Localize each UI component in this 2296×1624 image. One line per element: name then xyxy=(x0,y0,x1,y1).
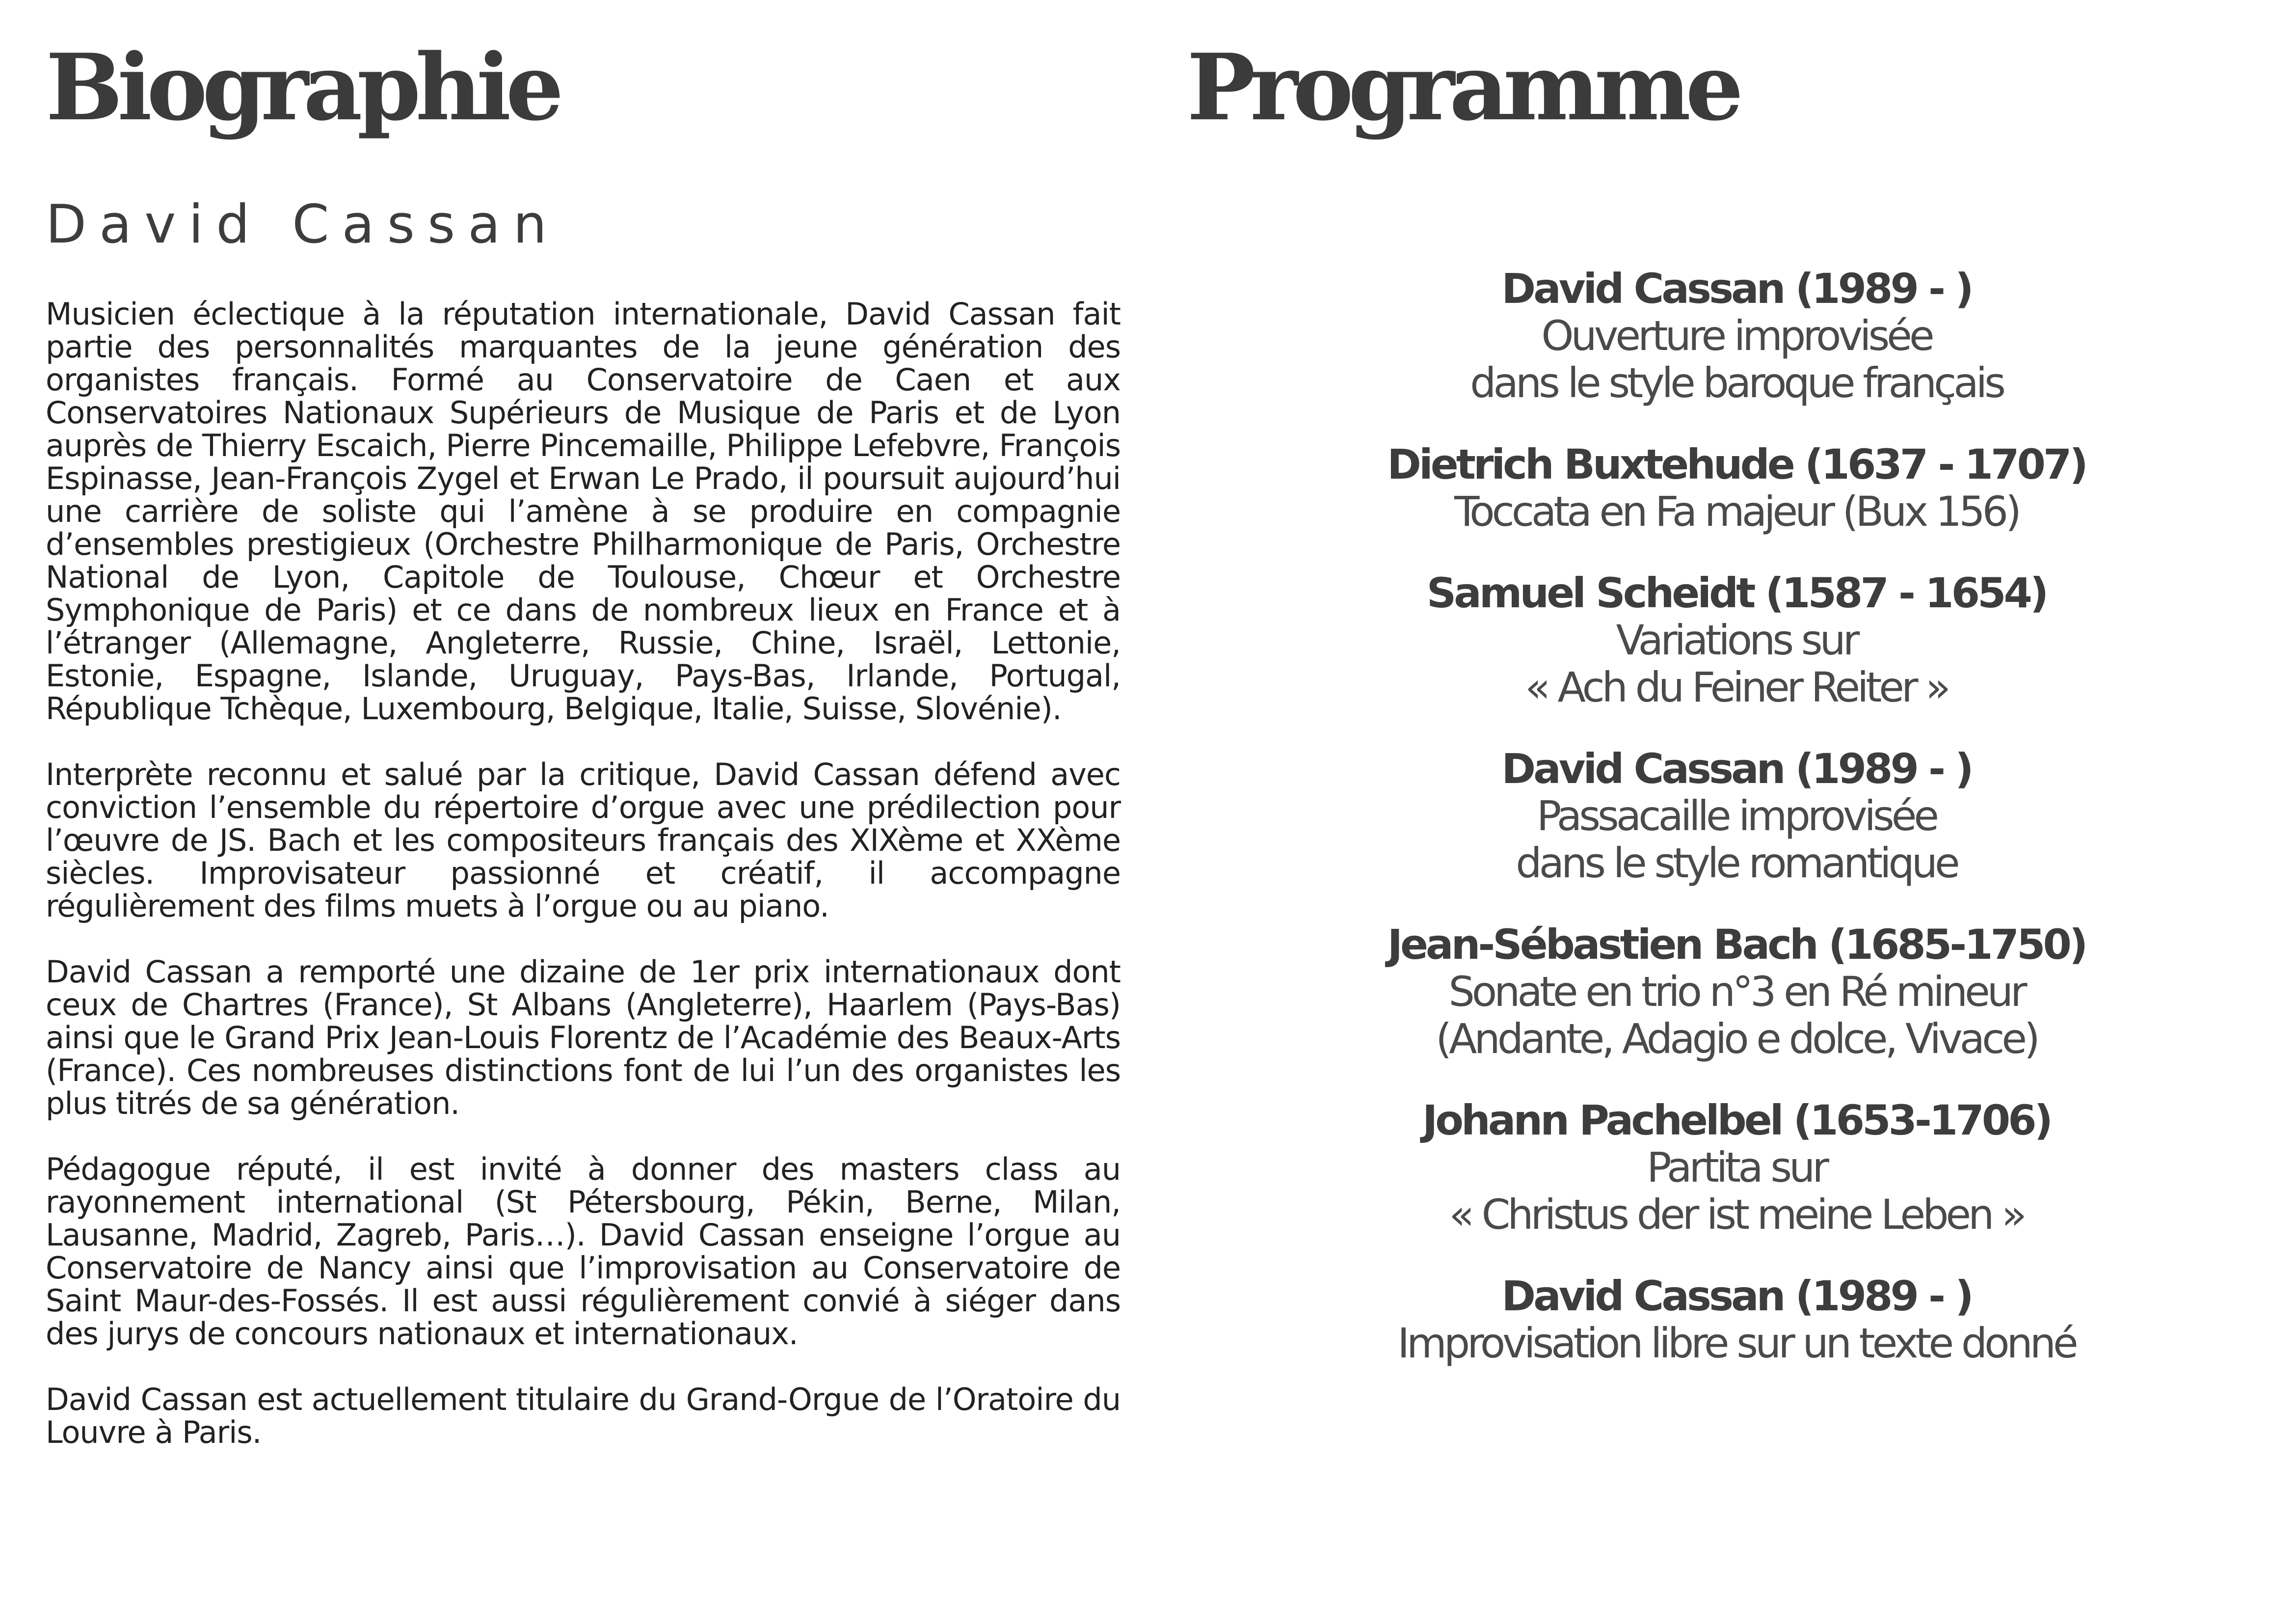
biography-column xyxy=(46,33,1121,1482)
composer-name: David Cassan (1989 - ) xyxy=(1501,1272,1972,1320)
programme-item xyxy=(1187,921,2286,1062)
work-title: « Christus der ist meine Leben » xyxy=(1449,1191,2024,1239)
composer-name: Samuel Scheidt (1587 - 1654) xyxy=(1426,569,2047,617)
bio-paragraph: David Cassan a remporté une dizaine de 1er prix internationaux dont ceux de Chartres (France), St Albans (Angleterre), Haarlem (Pays-Bas) ainsi que le Grand Prix Jean-Louis Florentz de l’Académie des Beaux-Arts (France). Ces nombreuses distinctions font de lui l’un des organistes les plus titrés de sa génération. xyxy=(46,954,1121,1121)
bio-paragraph: David Cassan est actuellement titulaire du Grand-Orgue de l’Oratoire du Louvre à Paris. xyxy=(46,1381,1121,1450)
programme-item xyxy=(1187,1097,2286,1238)
programme-item xyxy=(1187,265,2286,406)
programme-item xyxy=(1187,441,2286,535)
biography-text xyxy=(46,298,1121,1449)
bio-paragraph: Musicien éclectique à la réputation internationale, David Cassan fait partie des personnalités marquantes de la jeune génération des organistes français. Formé au Conservatoire de Caen et aux Conservatoires Nationaux Supérieurs de Musique de Paris et de Lyon auprès de Thierry Escaich, Pierre Pincemaille, Philippe Lefebvre, François Espinasse, Jean-François Zygel et Erwan Le Prado, il poursuit aujourd’hui une carrière de soliste qui l’amène à se produire en compagnie d’ensembles prestigieux (Orchestre Philharmonique de Paris, Orchestre National de Lyon, Capitole de Toulouse, Chœur et Orchestre Symphonique de Paris) et ce dans de nombreux lieux en France et à l’étranger (Allemagne, Angleterre, Russie, Chine, Israël, Lettonie, Estonie, Espagne, Islande, Uruguay, Pays-Bas, Irlande, Portugal, République Tchèque, Luxembourg, Belgique, Italie, Suisse, Slovénie). xyxy=(46,296,1121,727)
work-title: dans le style baroque français xyxy=(1470,359,2003,407)
composer-name: Dietrich Buxtehude (1637 - 1707) xyxy=(1387,440,2086,488)
programme-item xyxy=(1187,1272,2286,1367)
bio-paragraph: Interprète reconnu et salué par la critique, David Cassan défend avec conviction l’ensemble du répertoire d’orgue avec une prédilection pour l’œuvre de JS. Bach et les compositeurs français des XIXème et XXème siècles. Improvisateur passionné et créatif, il accompagne régulièrement des films muets à l’orgue ou au piano. xyxy=(46,757,1121,924)
work-title: Toccata en Fa majeur (Bux 156) xyxy=(1454,487,2019,536)
bio-paragraph: Pédagogue réputé, il est invité à donner des masters class au rayonnement international (St Pétersbourg, Pékin, Berne, Milan, Lausanne, Madrid, Zagreb, Paris…). David Cassan enseigne l’orgue au Conservatoire de Nancy ainsi que l’improvisation au Conservatoire de Saint Maur-des-Fossés. Il est aussi régulièrement convié à siéger dans des jurys de concours nationaux et internationaux. xyxy=(46,1151,1121,1352)
work-title: « Ach du Feiner Reiter » xyxy=(1525,663,1948,711)
biography-heading: Biographie xyxy=(46,33,559,141)
work-title: dans le style romantique xyxy=(1516,839,1957,887)
programme-item xyxy=(1187,745,2286,887)
programme-column xyxy=(1187,33,2296,1367)
work-title: Ouverture improvisée xyxy=(1541,312,1932,360)
programme-item xyxy=(1187,569,2286,711)
composer-name: David Cassan (1989 - ) xyxy=(1501,745,1972,793)
work-title: Variations sur xyxy=(1616,616,1857,664)
programme-heading: Programme xyxy=(1187,33,1738,141)
composer-name: Jean-Sébastien Bach (1685-1750) xyxy=(1387,920,2086,969)
work-title: Partita sur xyxy=(1647,1143,1826,1191)
composer-name: David Cassan (1989 - ) xyxy=(1501,265,1972,313)
artist-name: David Cassan xyxy=(46,194,560,255)
work-title: Passacaille improvisée xyxy=(1536,792,1937,840)
composer-name: Johann Pachelbel (1653-1706) xyxy=(1422,1096,2051,1144)
work-title: (Andante, Adagio e dolce, Vivace) xyxy=(1436,1015,2037,1063)
work-title: Sonate en trio n°3 en Ré mineur xyxy=(1448,968,2025,1016)
work-title: Improvisation libre sur un texte donné xyxy=(1397,1319,2076,1367)
programme-list xyxy=(1187,265,2286,1401)
